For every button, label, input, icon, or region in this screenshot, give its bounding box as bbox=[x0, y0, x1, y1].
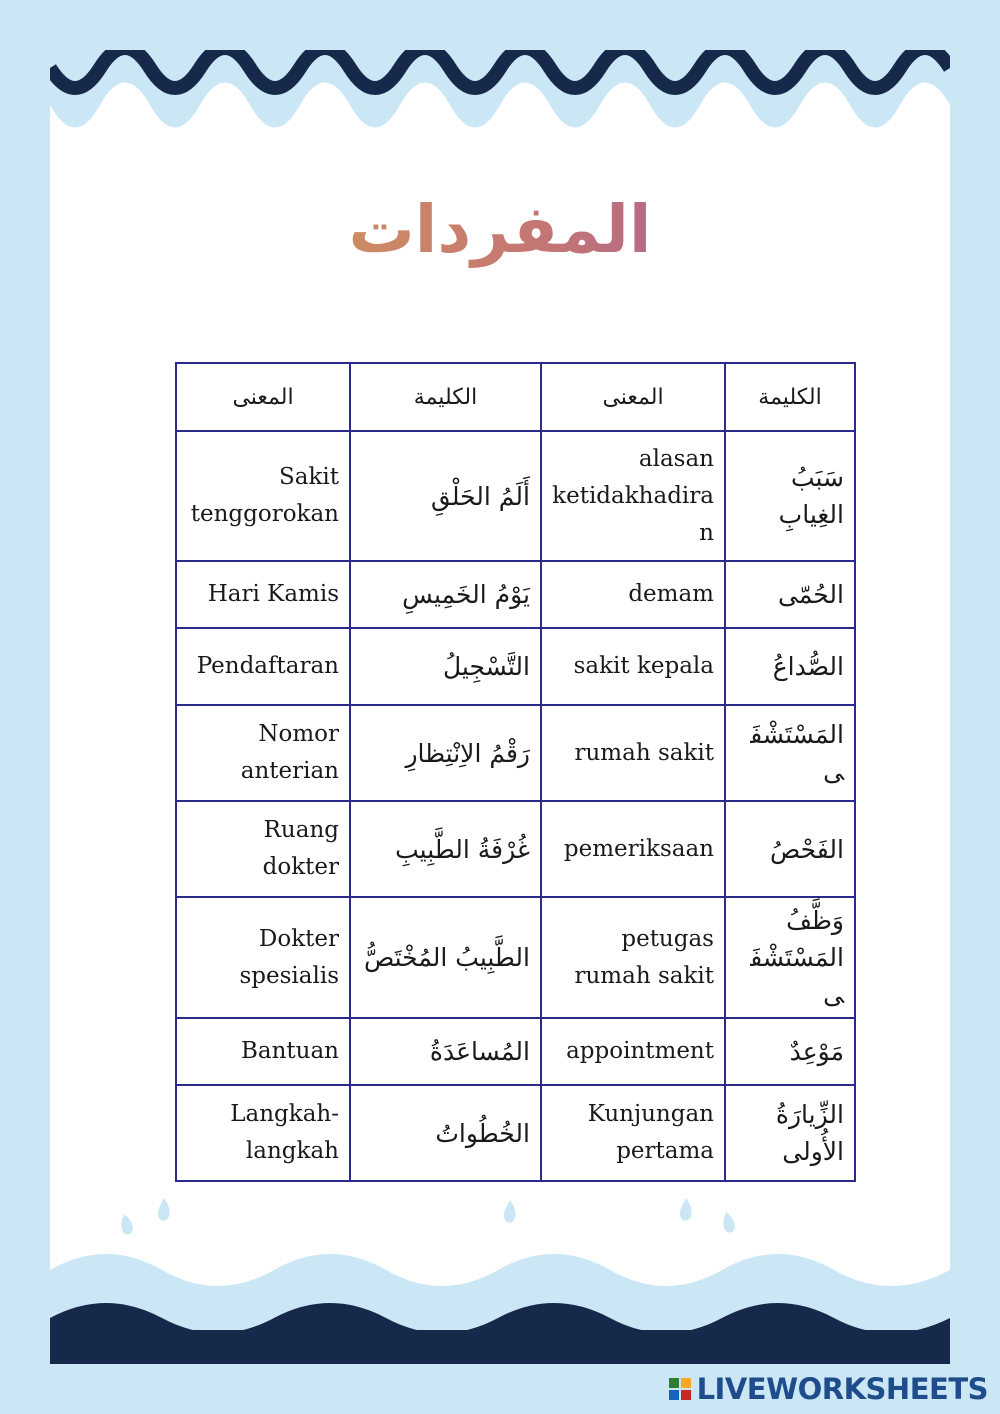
liveworksheets-brand bbox=[669, 1371, 988, 1407]
meaning-cell: Bantuan bbox=[176, 1018, 350, 1085]
table-row bbox=[176, 1085, 855, 1181]
header-meaning-1: المعنى bbox=[541, 363, 725, 431]
arabic-word-cell: المَسْتَشْفَى bbox=[725, 705, 855, 801]
logo-square-2 bbox=[681, 1378, 691, 1388]
logo-square-3 bbox=[669, 1390, 679, 1400]
bottom-wave-decoration bbox=[50, 1190, 950, 1364]
table-row bbox=[176, 801, 855, 897]
header-word-1: الكليمة bbox=[725, 363, 855, 431]
bottom-band bbox=[50, 1330, 950, 1364]
arabic-word-cell: المُساعَدَةُ bbox=[350, 1018, 541, 1085]
meaning-cell: Langkah-langkah bbox=[176, 1085, 350, 1181]
meaning-cell: Sakit tenggorokan bbox=[176, 431, 350, 561]
arabic-word-cell: الطَّبِيبُ المُخْتَصُّ bbox=[350, 897, 541, 1018]
header-word-2: الكليمة bbox=[350, 363, 541, 431]
arabic-word-cell: سَبَبُ الغِيابِ bbox=[725, 431, 855, 561]
meaning-cell: Dokter spesialis bbox=[176, 897, 350, 1018]
arabic-word-cell: الحُمّى bbox=[725, 561, 855, 628]
meaning-cell: Ruang dokter bbox=[176, 801, 350, 897]
meaning-cell: rumah sakit bbox=[541, 705, 725, 801]
brand-logo-icon bbox=[669, 1378, 691, 1400]
meaning-cell: demam bbox=[541, 561, 725, 628]
table-row bbox=[176, 431, 855, 561]
arabic-word-cell: وَظَّفُ المَسْتَشْفَى bbox=[725, 897, 855, 1018]
arabic-word-cell: مَوْعِدٌ bbox=[725, 1018, 855, 1085]
droplet-shape bbox=[504, 1200, 516, 1223]
table-row bbox=[176, 628, 855, 705]
arabic-word-cell: الزِّيارَةُ الأُولى bbox=[725, 1085, 855, 1181]
droplet-shape bbox=[121, 1214, 132, 1235]
meaning-cell: Pendaftaran bbox=[176, 628, 350, 705]
meaning-cell: Nomor anterian bbox=[176, 705, 350, 801]
meaning-cell: appointment bbox=[541, 1018, 725, 1085]
table-header-row bbox=[176, 363, 855, 431]
vocabulary-table bbox=[175, 362, 856, 1182]
top-wave-decoration bbox=[50, 50, 950, 160]
arabic-word-cell: التَّسْجِيلُ bbox=[350, 628, 541, 705]
droplet-shape bbox=[158, 1198, 170, 1221]
meaning-cell: Hari Kamis bbox=[176, 561, 350, 628]
table-row bbox=[176, 705, 855, 801]
arabic-word-cell: الفَحْصُ bbox=[725, 801, 855, 897]
page-title: المفردات bbox=[50, 190, 950, 270]
arabic-word-cell: يَوْمُ الخَمِيسِ bbox=[350, 561, 541, 628]
worksheet-page bbox=[50, 50, 950, 1364]
arabic-word-cell: الخُطُواتُ bbox=[350, 1085, 541, 1181]
arabic-word-cell: رَقْمُ الاِنْتِظارِ bbox=[350, 705, 541, 801]
arabic-word-cell: الصُّداعُ bbox=[725, 628, 855, 705]
meaning-cell: pemeriksaan bbox=[541, 801, 725, 897]
meaning-cell: sakit kepala bbox=[541, 628, 725, 705]
table-row bbox=[176, 897, 855, 1018]
table-row bbox=[176, 1018, 855, 1085]
logo-square-1 bbox=[669, 1378, 679, 1388]
logo-square-4 bbox=[681, 1390, 691, 1400]
brand-text: LIVEWORKSHEETS bbox=[696, 1372, 988, 1406]
header-meaning-2: المعنى bbox=[176, 363, 350, 431]
droplet-shape bbox=[680, 1198, 692, 1221]
table-row bbox=[176, 561, 855, 628]
meaning-cell: alasan ketidakhadiran bbox=[541, 431, 725, 561]
arabic-word-cell: غُرْفَةُ الطَّبِيبِ bbox=[350, 801, 541, 897]
meaning-cell: petugas rumah sakit bbox=[541, 897, 725, 1018]
meaning-cell: Kunjungan pertama bbox=[541, 1085, 725, 1181]
droplet-shape bbox=[723, 1212, 734, 1233]
arabic-word-cell: أَلَمُ الحَلْقِ bbox=[350, 431, 541, 561]
